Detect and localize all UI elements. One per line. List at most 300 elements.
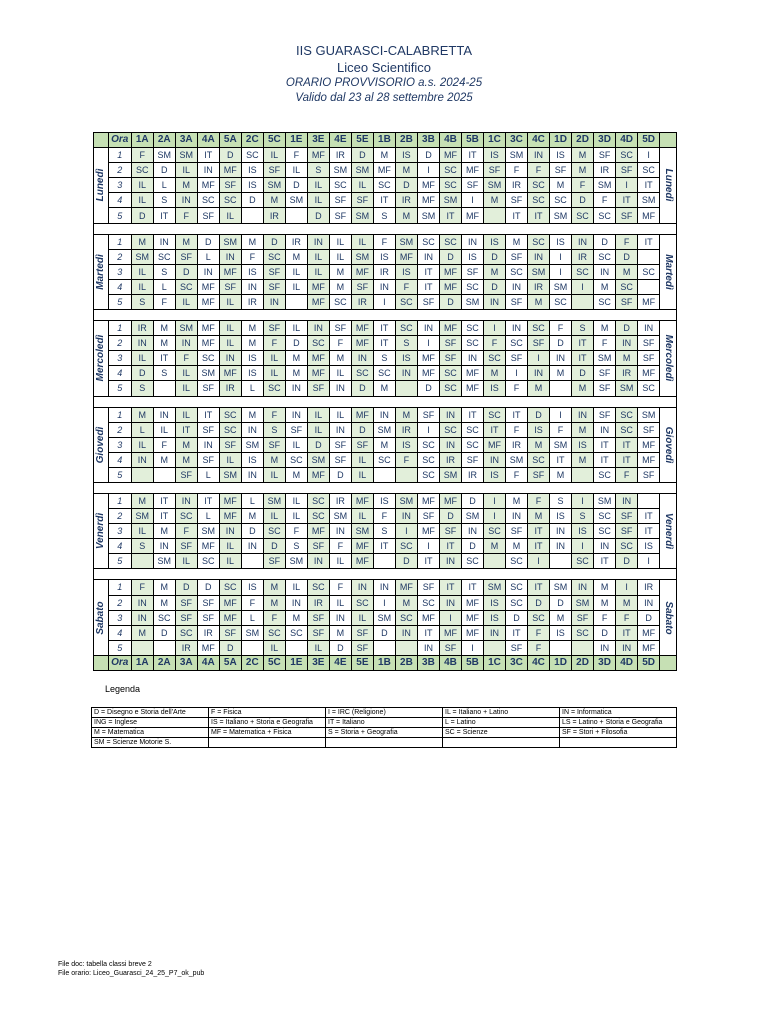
subject-cell: F	[572, 178, 594, 193]
subject-cell: D	[153, 163, 175, 178]
subject-cell: I	[395, 524, 417, 539]
subject-cell	[483, 640, 505, 655]
legend-cell: IS = Italiano + Storia e Geografia	[209, 718, 326, 728]
subject-cell: F	[285, 148, 307, 163]
subject-cell: SM	[175, 148, 197, 163]
subject-cell: S	[131, 294, 153, 309]
subject-cell: IL	[307, 264, 329, 279]
class-header: 3E	[307, 655, 329, 670]
subject-cell: IN	[307, 554, 329, 569]
subject-cell: M	[373, 437, 395, 452]
legend-cell: LS = Latino + Storia e Geografia	[560, 718, 677, 728]
subject-cell: MF	[439, 264, 461, 279]
subject-cell: SF	[439, 351, 461, 366]
subject-cell: MF	[351, 407, 373, 422]
subject-cell: MF	[197, 640, 219, 655]
timetable-row	[94, 163, 677, 178]
day-label-left	[94, 148, 109, 223]
timetable-row	[94, 422, 677, 437]
subject-cell: IL	[175, 381, 197, 396]
subject-cell: D	[616, 554, 638, 569]
legend-cell	[443, 738, 560, 748]
subject-cell: SF	[638, 351, 660, 366]
subject-cell: IN	[483, 625, 505, 640]
subject-cell: SC	[461, 422, 483, 437]
timetable-row	[94, 279, 677, 294]
subject-cell: IT	[594, 437, 616, 452]
subject-cell: F	[241, 249, 263, 264]
subject-cell	[395, 467, 417, 482]
legend-cell: S = Storia + Geografia	[326, 728, 443, 738]
legend-cell: ING = Inglese	[92, 718, 209, 728]
class-header: 3D	[594, 655, 616, 670]
legend-row	[92, 708, 677, 718]
subject-cell: SM	[307, 452, 329, 467]
subject-cell: SF	[461, 264, 483, 279]
subject-cell: IN	[285, 595, 307, 610]
subject-cell: SC	[439, 422, 461, 437]
subject-cell: IS	[550, 509, 572, 524]
subject-cell: IL	[307, 407, 329, 422]
subject-cell: I	[638, 554, 660, 569]
subject-cell: M	[285, 249, 307, 264]
school-name: IIS GUARASCI-CALABRETTA	[295, 43, 472, 58]
subject-cell: SC	[417, 437, 439, 452]
subject-cell: MF	[307, 467, 329, 482]
subject-cell: IS	[241, 264, 263, 279]
subject-cell	[285, 294, 307, 309]
class-header: 1E	[285, 655, 307, 670]
subject-cell: D	[285, 336, 307, 351]
legend-table	[91, 707, 677, 748]
subject-cell: IN	[131, 336, 153, 351]
subject-cell: M	[594, 321, 616, 336]
subject-cell: SF	[329, 452, 351, 467]
day-name: Martedì	[94, 254, 106, 290]
subject-cell: IT	[153, 509, 175, 524]
period-number: 3	[108, 524, 131, 539]
period-number: 2	[108, 336, 131, 351]
subject-cell: SF	[638, 467, 660, 482]
subject-cell: F	[528, 163, 550, 178]
timetable-row	[94, 366, 677, 381]
subject-cell: IN	[373, 407, 395, 422]
corner-cell	[660, 655, 677, 670]
subject-cell: IS	[550, 148, 572, 163]
subject-cell: SM	[373, 422, 395, 437]
subject-cell: F	[528, 493, 550, 508]
period-number: 4	[108, 366, 131, 381]
subject-cell	[572, 294, 594, 309]
subject-cell: IL	[131, 351, 153, 366]
period-number: 5	[108, 554, 131, 569]
subject-cell: SF	[594, 148, 616, 163]
timetable-row	[94, 294, 677, 309]
subject-cell: IL	[175, 366, 197, 381]
subject-cell: M	[153, 452, 175, 467]
subject-cell	[241, 640, 263, 655]
subject-cell: SF	[197, 452, 219, 467]
footer-doc-file: File doc: tabella classi breve 2	[58, 961, 152, 968]
subject-cell: IN	[197, 437, 219, 452]
legend-cell: MF = Matematica + Fisica	[209, 728, 326, 738]
subject-cell: SC	[197, 193, 219, 208]
subject-cell: F	[506, 467, 528, 482]
subject-cell: M	[329, 279, 351, 294]
subject-cell: IN	[417, 321, 439, 336]
subject-cell: IR	[131, 321, 153, 336]
subject-cell: IT	[638, 178, 660, 193]
subject-cell	[550, 381, 572, 396]
subject-cell: D	[153, 625, 175, 640]
subject-cell: SM	[506, 148, 528, 163]
subject-cell: M	[483, 264, 505, 279]
subject-cell: S	[373, 208, 395, 223]
subject-cell: SC	[307, 493, 329, 508]
period-number: 1	[108, 234, 131, 249]
subject-cell: IL	[175, 163, 197, 178]
day-separator	[94, 569, 677, 580]
subject-cell: SF	[263, 554, 285, 569]
subject-cell: IL	[329, 249, 351, 264]
subject-cell: MF	[417, 178, 439, 193]
subject-cell: IN	[285, 381, 307, 396]
separator-cell	[94, 310, 677, 321]
subject-cell: M	[263, 193, 285, 208]
subject-cell: SF	[461, 178, 483, 193]
subject-cell: D	[594, 234, 616, 249]
subject-cell: M	[572, 452, 594, 467]
subject-cell: SC	[594, 249, 616, 264]
subject-cell: IL	[219, 208, 241, 223]
day-label-left	[94, 321, 109, 396]
subject-cell: IN	[483, 294, 505, 309]
subject-cell: SF	[263, 264, 285, 279]
subject-cell: SF	[175, 610, 197, 625]
subject-cell: M	[506, 493, 528, 508]
subject-cell: SM	[439, 193, 461, 208]
subject-cell: MF	[351, 336, 373, 351]
subject-cell: MF	[219, 509, 241, 524]
class-header: 1A	[131, 133, 153, 148]
day-name: Sabato	[663, 601, 675, 635]
subject-cell: MF	[439, 625, 461, 640]
header-row-top	[94, 133, 677, 148]
subject-cell: IS	[373, 493, 395, 508]
day-separator	[94, 396, 677, 407]
subject-cell: SC	[550, 193, 572, 208]
subject-cell: SM	[219, 467, 241, 482]
subject-cell: SM	[285, 554, 307, 569]
subject-cell: M	[550, 366, 572, 381]
period-number: 4	[108, 193, 131, 208]
subject-cell: F	[506, 163, 528, 178]
subject-cell	[483, 208, 505, 223]
subject-cell: SM	[395, 493, 417, 508]
subject-cell: SC	[263, 249, 285, 264]
subject-cell: IN	[572, 234, 594, 249]
subject-cell: IL	[131, 524, 153, 539]
subject-cell: IL	[307, 249, 329, 264]
subject-cell: F	[506, 381, 528, 396]
subject-cell: IN	[263, 294, 285, 309]
subject-cell: IL	[329, 554, 351, 569]
separator-cell	[94, 223, 677, 234]
subject-cell: IS	[241, 163, 263, 178]
subject-cell: IN	[439, 595, 461, 610]
separator-cell	[94, 482, 677, 493]
subject-cell: D	[219, 148, 241, 163]
subject-cell: SC	[263, 524, 285, 539]
subject-cell: SM	[417, 208, 439, 223]
subject-cell: SM	[263, 178, 285, 193]
subject-cell: SC	[329, 178, 351, 193]
timetable-row	[94, 264, 677, 279]
timetable-row	[94, 208, 677, 223]
subject-cell: F	[175, 208, 197, 223]
subject-cell: M	[572, 148, 594, 163]
class-header: 5E	[351, 133, 373, 148]
subject-cell: F	[483, 336, 505, 351]
subject-cell: SM	[131, 249, 153, 264]
subject-cell: SM	[594, 178, 616, 193]
subject-cell: D	[461, 539, 483, 554]
subject-cell: IL	[329, 366, 351, 381]
subject-cell: IN	[307, 234, 329, 249]
subject-cell: IN	[197, 264, 219, 279]
subject-cell: F	[373, 234, 395, 249]
subject-cell: SC	[572, 264, 594, 279]
period-number: 1	[108, 580, 131, 595]
class-header: 3C	[506, 655, 528, 670]
subject-cell: D	[197, 580, 219, 595]
subject-cell	[153, 467, 175, 482]
subject-cell: IN	[153, 539, 175, 554]
subject-cell: SM	[241, 625, 263, 640]
subject-cell: MF	[373, 163, 395, 178]
subject-cell: L	[131, 422, 153, 437]
subject-cell: IT	[616, 625, 638, 640]
subject-cell: SF	[483, 163, 505, 178]
class-header: 3A	[175, 655, 197, 670]
subject-cell: IT	[153, 493, 175, 508]
subject-cell: SC	[461, 321, 483, 336]
subject-cell: IN	[506, 279, 528, 294]
subject-cell: IS	[395, 351, 417, 366]
subject-cell: D	[483, 249, 505, 264]
timetable-row	[94, 595, 677, 610]
subject-cell: F	[373, 509, 395, 524]
subject-cell: SC	[506, 264, 528, 279]
subject-cell: M	[373, 148, 395, 163]
subject-cell: IS	[550, 625, 572, 640]
subject-cell: MF	[197, 539, 219, 554]
subject-cell: IL	[307, 422, 329, 437]
subject-cell: M	[241, 234, 263, 249]
subject-cell: M	[395, 163, 417, 178]
day-label-right	[660, 407, 677, 482]
corner-cell	[660, 133, 677, 148]
subject-cell: IR	[439, 452, 461, 467]
timetable-row	[94, 524, 677, 539]
subject-cell: IS	[483, 234, 505, 249]
subject-cell: L	[241, 493, 263, 508]
timetable-row	[94, 640, 677, 655]
subject-cell: SF	[263, 321, 285, 336]
subject-cell: M	[528, 294, 550, 309]
day-name: Mercoledì	[663, 334, 675, 382]
subject-cell: SC	[528, 610, 550, 625]
subject-cell: D	[263, 234, 285, 249]
subject-cell: M	[616, 595, 638, 610]
subject-cell: IT	[439, 539, 461, 554]
subject-cell: IN	[373, 279, 395, 294]
subject-cell: SC	[153, 610, 175, 625]
subject-cell: D	[439, 294, 461, 309]
subject-cell: MF	[638, 294, 660, 309]
subject-cell: SC	[594, 467, 616, 482]
liceo-name: Liceo Scientifico	[337, 60, 431, 75]
subject-cell: S	[572, 509, 594, 524]
subject-cell: IT	[506, 208, 528, 223]
subject-cell: SC	[219, 193, 241, 208]
subject-cell: IN	[351, 351, 373, 366]
subject-cell: D	[395, 178, 417, 193]
subject-cell: MF	[638, 452, 660, 467]
subject-cell: IN	[483, 452, 505, 467]
subject-cell: IN	[572, 580, 594, 595]
period-number: 1	[108, 148, 131, 163]
subject-cell: SM	[373, 610, 395, 625]
subject-cell: M	[285, 610, 307, 625]
subject-cell: MF	[307, 351, 329, 366]
subject-cell: MF	[197, 178, 219, 193]
period-number: 1	[108, 321, 131, 336]
subject-cell: D	[175, 264, 197, 279]
subject-cell: SF	[197, 208, 219, 223]
subject-cell: D	[550, 595, 572, 610]
subject-cell: SC	[638, 163, 660, 178]
subject-cell: MF	[197, 294, 219, 309]
subject-cell: IN	[219, 249, 241, 264]
subject-cell: MF	[307, 524, 329, 539]
subject-cell: SC	[285, 452, 307, 467]
class-header: 4A	[197, 133, 219, 148]
legend-cell	[560, 738, 677, 748]
subject-cell: IN	[439, 437, 461, 452]
subject-cell: IT	[175, 422, 197, 437]
period-number: 5	[108, 640, 131, 655]
subject-cell: IT	[483, 422, 505, 437]
subject-cell: IS	[638, 539, 660, 554]
subject-cell: S	[153, 366, 175, 381]
subject-cell: M	[131, 407, 153, 422]
subject-cell: D	[329, 467, 351, 482]
subject-cell: IT	[197, 148, 219, 163]
subject-cell: MF	[351, 321, 373, 336]
class-header: 1E	[285, 133, 307, 148]
subject-cell: IL	[263, 351, 285, 366]
subject-cell: M	[506, 234, 528, 249]
class-header: 1D	[550, 133, 572, 148]
subject-cell: I	[461, 193, 483, 208]
subject-cell: SM	[528, 264, 550, 279]
subject-cell: IN	[417, 249, 439, 264]
subject-cell: MF	[197, 279, 219, 294]
subject-cell: IT	[550, 452, 572, 467]
subject-cell: SC	[638, 381, 660, 396]
subject-cell: SM	[197, 524, 219, 539]
subject-cell: IN	[461, 351, 483, 366]
subject-cell: F	[506, 422, 528, 437]
subject-cell: SF	[506, 640, 528, 655]
subject-cell: SF	[351, 640, 373, 655]
subject-cell	[638, 249, 660, 264]
subject-cell: IR	[241, 294, 263, 309]
subject-cell: MF	[351, 554, 373, 569]
day-separator	[94, 482, 677, 493]
subject-cell: IT	[153, 351, 175, 366]
subject-cell: I	[417, 336, 439, 351]
subject-cell: I	[506, 366, 528, 381]
class-header: 5E	[351, 655, 373, 670]
period-number: 2	[108, 249, 131, 264]
subject-cell: IN	[395, 625, 417, 640]
subject-cell: SF	[329, 437, 351, 452]
subject-cell: IN	[175, 336, 197, 351]
legend-cell	[209, 738, 326, 748]
validity-dates: Valido dal 23 al 28 settembre 2025	[295, 92, 473, 104]
timetable-row	[94, 249, 677, 264]
subject-cell: SC	[351, 595, 373, 610]
subject-cell: IN	[175, 493, 197, 508]
subject-cell: MF	[461, 610, 483, 625]
subject-cell: S	[307, 163, 329, 178]
day-label-right	[660, 321, 677, 396]
class-header: 3D	[594, 133, 616, 148]
subject-cell: SC	[528, 178, 550, 193]
subject-cell: D	[373, 625, 395, 640]
subject-cell: IS	[241, 178, 263, 193]
subject-cell: IL	[175, 294, 197, 309]
subject-cell: IS	[395, 437, 417, 452]
subject-cell: S	[263, 422, 285, 437]
subject-cell: S	[373, 524, 395, 539]
subject-cell: IN	[528, 249, 550, 264]
header-row-bottom	[94, 655, 677, 670]
timetable-row	[94, 321, 677, 336]
subject-cell: IT	[616, 437, 638, 452]
subject-cell: SF	[594, 366, 616, 381]
subject-cell: MF	[439, 493, 461, 508]
class-header: 2B	[395, 133, 417, 148]
subject-cell: MF	[461, 366, 483, 381]
subject-cell: SF	[263, 163, 285, 178]
timetable-row	[94, 234, 677, 249]
subject-cell: SC	[351, 366, 373, 381]
subject-cell: IS	[572, 524, 594, 539]
subject-cell: SF	[263, 437, 285, 452]
subject-cell: IR	[373, 264, 395, 279]
subject-cell: SC	[373, 452, 395, 467]
subject-cell: D	[241, 193, 263, 208]
subject-cell: D	[395, 554, 417, 569]
subject-cell: SC	[197, 554, 219, 569]
period-number: 2	[108, 163, 131, 178]
class-header: 2D	[572, 655, 594, 670]
legend-cell: IL = Italiano + Latino	[443, 708, 560, 718]
subject-cell: SM	[461, 294, 483, 309]
